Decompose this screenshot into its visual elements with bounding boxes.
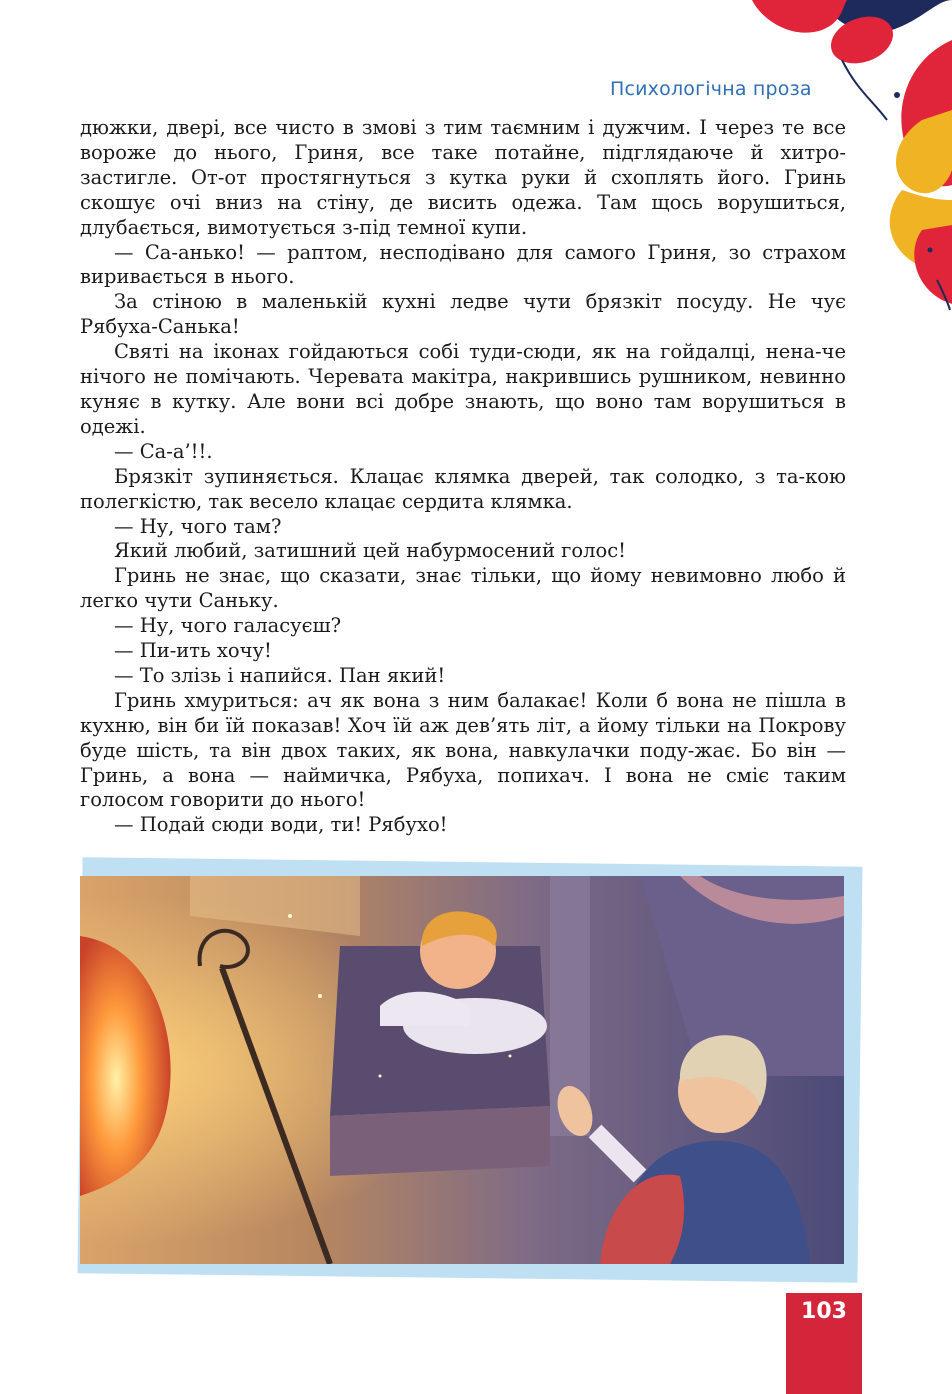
paragraph: Святі на іконах гойдаються собі туди-сюди, як на гойдалці, нена-че нічого не помічають. Черевата макітра, накрившись рушником, невинно куняє в кутку. Але вони всі добре знають, що воно там ворушиться в одежі. <box>80 340 846 438</box>
page-number-badge <box>786 1293 862 1394</box>
paragraph: дюжки, двері, все чисто в змові з тим таємним і дужчим. І через те все вороже до нього, Гриня, все таке потайне, підглядаюче й хитро-застигле. От-от простягнуться з кутка руки й схоплять його. Гринь скошує очі вниз на стіну, де висить одежа. Там щось ворушиться, длубається, вимотується з-під темної купи. <box>80 116 846 239</box>
paragraph: Який любий, затишний цей набурмосений голос! <box>114 539 626 563</box>
paragraph: Брязкіт зупиняється. Клацає клямка дверей, так солодко, з та-кою полегкістю, так весело клацає сердита клямка. <box>80 464 846 513</box>
paragraph: — Подай сюди води, ти! Рябухо! <box>114 813 448 837</box>
paragraph: — То злізь і напийся. Пан який! <box>114 663 446 687</box>
illustration-frame <box>78 862 862 1282</box>
paragraph: — Са-а’!!. <box>114 439 213 463</box>
paragraph: — Ну, чого там? <box>114 514 282 538</box>
page-number: 103 <box>801 1299 847 1324</box>
section-title: Психологічна проза <box>610 78 812 100</box>
paragraph: — Пи-ить хочу! <box>114 639 272 663</box>
story-text <box>80 116 846 838</box>
paragraph: Гринь не знає, що сказати, знає тільки, що йому невимовно любо й легко чути Саньку. <box>80 564 846 613</box>
paragraph: — Са-анько! — раптом, несподівано для самого Гриня, зо страхом виривається в нього. <box>80 240 846 289</box>
paragraph: Гринь хмуриться: ач як вона з ним балакає! Коли б вона не пішла в кухню, він би їй показав! Хоч їй аж дев’ять літ, а йому тільки на Покрову буде шість, та він двох таких, як вона, навкулачки поду-жає. Бо він — Гринь, а вона — наймичка, Рябуха, попихач. І вона не сміє таким голосом говорити до нього! <box>80 688 846 812</box>
story-illustration <box>80 876 844 1264</box>
paragraph: За стіною в маленькій кухні ледве чути брязкіт посуду. Не чує Рябуха-Санька! <box>80 290 846 339</box>
paragraph: — Ну, чого галасуєш? <box>114 614 342 638</box>
